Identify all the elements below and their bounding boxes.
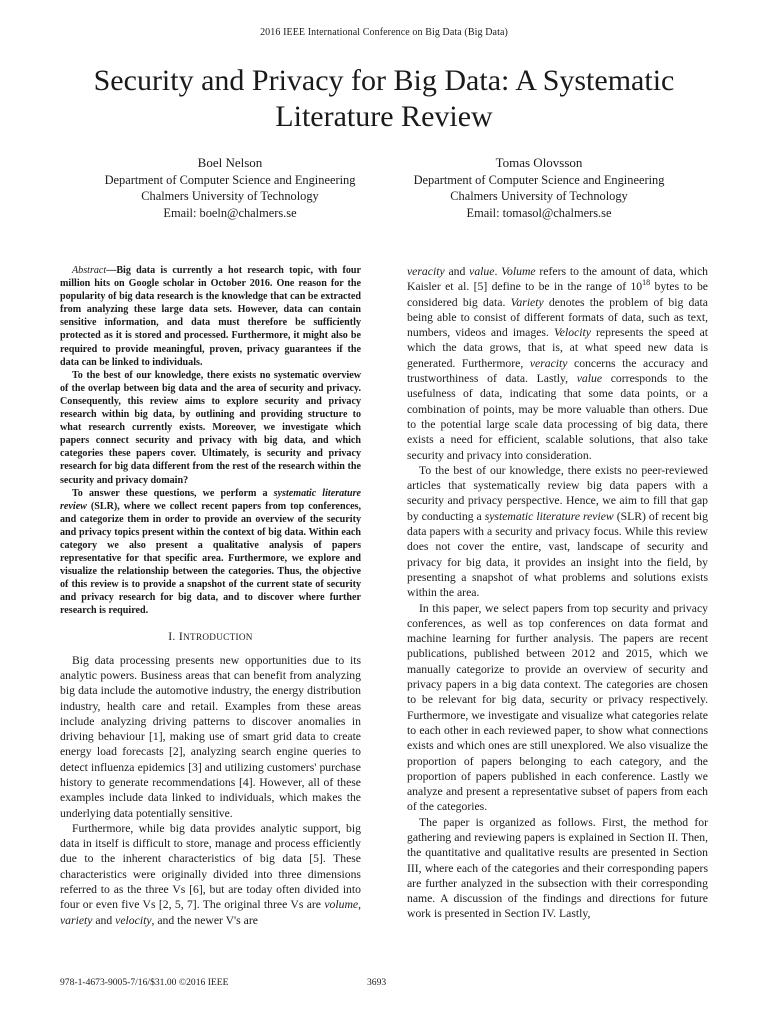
section-numeral: I. [168,629,176,643]
exponent: 18 [642,278,651,288]
term-veracity: veracity [529,356,568,370]
term-variety: Variety [510,295,544,309]
term-slr: systematic literature review [484,509,614,523]
term-velocity: Velocity [553,326,591,340]
abstract-text: Big data is currently a hot research topic, with four million hits on Google scholar in October 2016. One reason for the popularity of big data research is the knowledge that can be extracted from analyzing these large data sets. However, data can contain sensitive information, and data must therefore be sufficiently protected as it is stored and processed. Furthermore, it might also be required to provide meaningful, proven, privacy guarantees if the data can be linked to individuals. [60,265,361,368]
left-column [60,264,361,928]
intro-paragraph-2 [60,821,361,928]
text-run: , [358,898,361,912]
text-run: Furthermore, while big data provides analytic support, big data in itself is difficult to store, manage and process efficiently due to the inherent characteristics of big data [5]. These characteristics were originally divided into three dimensions referred to as the three Vs [6], but are today often divided into four or even five Vs [2, 5, 7]. The original three Vs are [60,821,361,912]
right-paragraph-2 [407,463,708,601]
paper-title: Security and Privacy for Big Data: A Systematic Literature Review [93,64,675,133]
author-email: Email: boeln@chalmers.se [163,205,297,220]
text-run: represents the speed at which the data grows, that is, at what speed new data is generated. Furthermore, [407,326,709,370]
term-value: value [469,265,495,278]
page-number: 3693 [367,977,387,988]
abstract-label: Abstract [72,265,107,276]
text-run: corresponds to the usefulness of data, indicating that some data points, or a combination of points, may be more valuable than others. Due to the potential large scale data processing of big data, there exists a need for efficient, scalable solutions, that also take security and privacy into consideration. [407,372,708,462]
text-run: and [92,913,116,927]
text-run: . [494,265,502,278]
section-heading-introduction [60,630,361,644]
author-name: Boel Nelson [197,155,263,170]
text-run: To the best of our knowledge, there exists no peer-reviewed articles that systematically review big data papers with a security and privacy perspective. Hence, we aim to fill that gap by conducting a [407,463,708,523]
text-run: concerns the accuracy and trustworthiness of data. Lastly, [407,356,708,386]
term-volume: volume [324,898,359,912]
abstract-dash: — [106,265,117,276]
footer-copyright: 978-1-4673-9005-7/16/$31.00 ©2016 IEEE [60,977,229,988]
author-block-2 [379,155,699,221]
text-run: (SLR) of recent big data papers with a security and privacy focus. While this review does not cover the entire, vast, landscape of security and privacy for big data, it provides an insight into the field, by presenting a snapshot of what problems and solutions exists within the area. [407,509,709,600]
abstract-text: To answer these questions, we perform a [72,487,274,499]
abstract-paragraph-1 [60,264,361,369]
text-run: bytes to be considered big data. [407,280,708,309]
abstract-text: (SLR), where we collect recent papers from top conferences, and categorize them in order to provide an overview of the security and privacy topics present within the context of big data. Within each category we also present a qualitative analysis of papers representative for that specific area. Furthermore, we explore and visualize the relationship between the categories. Thus, the objective of this review is to provide a snapshot of the current state of security and privacy research for big data, and to discover where further research is required. [60,500,361,617]
author-university: Chalmers University of Technology [141,189,319,204]
abstract-paragraph-2: To the best of our knowledge, there exists no systematic overview of the overlap between big data and the area of security and privacy. Consequently, this review aims to explore security and privacy research within big data, by outlining and providing structure to what research currently exists. Moreover, we investigate which papers connect security and privacy with big data, and which categories these papers cover. Ultimately, is security and privacy research for big data different from the rest of the research within the security and privacy domain? [60,369,361,486]
conference-header: 2016 IEEE International Conference on Big Data (Big Data) [260,27,508,38]
section-name: NTRODUCTION [183,631,253,642]
author-name: Tomas Olovsson [495,155,583,170]
author-department: Department of Computer Science and Engineering [413,172,665,187]
author-department: Department of Computer Science and Engineering [104,172,356,187]
text-run: refers to the amount of data, which Kaisler et al. [5] define to be in the range of 10 [407,265,708,294]
intro-paragraph-1: Big data processing presents new opportunities due to its analytic powers. Business areas that can benefit from analyzing big data include the automotive industry, the energy distribution industry, health care and retail. Examples from these areas include analyzing driving patterns to discover anomalies in driving behaviour [1], making use of smart grid data to create energy load forecasts [2], analyzing search engine queries to detect influenza epidemics [3] and utilizing customers' purchase history to generate recommendations [4]. However, all of these examples include data linked to individuals, which makes the underlying data potentially sensitive. [60,653,361,820]
author-block-1 [70,155,390,221]
term-variety: variety [60,913,93,927]
text-run: , and the newer V's are [151,913,258,927]
term-value: value [576,372,603,386]
right-paragraph-1 [407,264,708,463]
term-volume: Volume [501,265,536,278]
term-velocity: velocity [115,913,152,927]
right-paragraph-4: The paper is organized as follows. First, the method for gathering and reviewing papers is explained in Section II. Then, the quantitative and qualitative results are presented in Section III, where each of the categories and their corresponding papers are further analyzed in the subsection with their corresponding name. A discussion of the findings and directions for future work is presented in Section IV. Lastly, [407,815,708,921]
introduction-body [60,653,361,928]
abstract-emphasis: systematic literature review [60,487,362,512]
author-university: Chalmers University of Technology [450,189,628,204]
text-run: and [444,265,470,278]
abstract-paragraph-3 [60,487,361,618]
text-run: denotes the problem of big data being able to consist of different formats of data, such as text, numbers, videos and images. [407,295,708,340]
author-email: Email: tomasol@chalmers.se [466,205,612,220]
right-column [407,264,708,922]
term-veracity: veracity [407,265,445,278]
right-paragraph-3: In this paper, we select papers from top security and privacy conferences, as well as top conferences on data format and machine learning for further analysis. The papers are recent publications, published between 2012 and 2015, which we manually categorize to provide an overview of security and privacy papers in a big data context. The categories are chosen to be relevant for big data, security or privacy respectively. Furthermore, we investigate and visualize what categories relate to each other in each reviewed paper, to show what connections exists and which ones are still unexplored. We also visualize the proportion of papers belonging to each category, and the proportion of papers published in each conference. Lastly we analyze and present a representative subset of papers from each of the categories. [407,601,708,814]
section-initial: I [178,629,184,643]
